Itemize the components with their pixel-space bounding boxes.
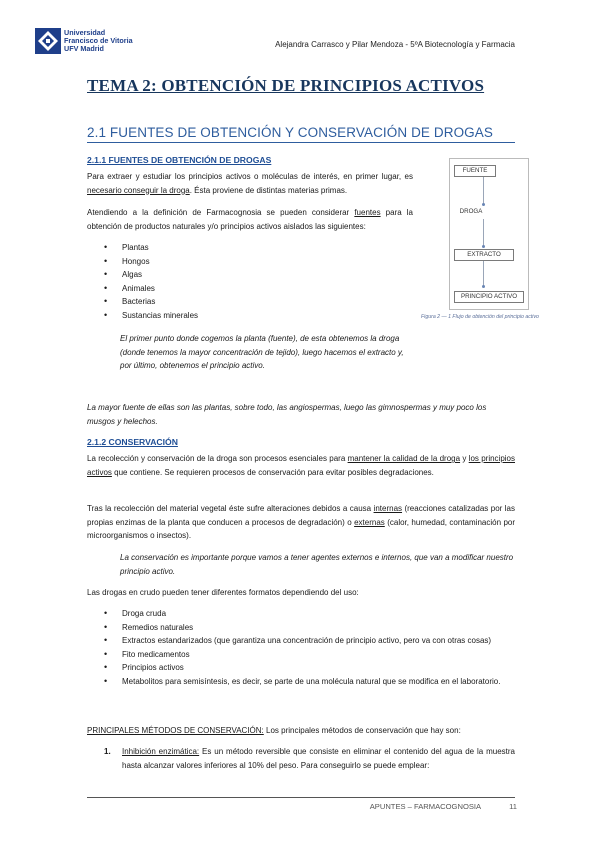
p2-underlined: fuentes	[354, 208, 381, 217]
formats-list	[87, 607, 515, 688]
subsection-heading-2-1-2: 2.1.2 CONSERVACIÓN	[87, 437, 178, 447]
method-text: Es un método reversible que consiste en eliminar el contenido del agua de la muestra hasta alcanzar valores inferiores al 10% del peso. Para conseguirlo se puede emplear:	[122, 747, 516, 770]
footer-divider	[87, 797, 515, 798]
p3-underlined-1: mantener la calidad de la droga	[347, 454, 461, 463]
p4-underlined-1: internas	[373, 504, 403, 513]
list-item: • Bacterias	[87, 295, 407, 309]
p3-text-a: La recolección y conservación de la droga son procesos esenciales para	[87, 454, 348, 463]
p3-text-b: y	[460, 454, 469, 463]
footer	[370, 802, 517, 811]
diagram-step-droga: DROGA	[454, 207, 488, 217]
paragraph-methods	[87, 724, 515, 738]
logo-text	[64, 29, 133, 53]
diagram-connector-dot	[482, 285, 485, 288]
p1-text-a: Para extraer y estudiar los principios activos o moléculas de interés, en primer lugar, es	[87, 172, 413, 181]
p4-text-b: (reacciones catalizadas por las propias enzimas de la planta que conducen a procesos de degradación) o	[87, 504, 515, 527]
list-item: • Algas	[87, 268, 407, 282]
paragraph-sources	[87, 206, 413, 233]
logo-emblem-icon	[35, 28, 61, 54]
p4-text-a: Tras la recolección del material vegetal éste sufre alteraciones debidos a causa	[87, 504, 374, 513]
logo-line-2: Francisco de Vitoria	[64, 36, 133, 45]
diagram-connector-dot	[482, 245, 485, 248]
paragraph-formats: Las drogas en crudo pueden tener diferentes formatos dependiendo del uso:	[87, 588, 359, 597]
method-item-1	[87, 745, 515, 772]
logo-line-3: UFV Madrid	[64, 44, 104, 53]
p4-underlined-2: externas	[354, 517, 385, 527]
paragraph-alterations	[87, 502, 515, 543]
p4-text-c: (calor, humedad, contaminación por microorganismos o insectos).	[87, 517, 516, 540]
subsection-heading-2-1-1: 2.1.1 FUENTES DE OBTENCIÓN DE DROGAS	[87, 155, 272, 165]
method-title: Inhibición enzimática:	[122, 747, 200, 756]
diagram-step-principio-activo: PRINCIPIO ACTIVO	[454, 291, 524, 303]
p2-text-a: Atendiendo a la definición de Farmacognosia se pueden considerar	[87, 208, 355, 217]
university-logo	[35, 28, 145, 58]
list-item: • Animales	[87, 282, 407, 296]
section-heading-2-1: 2.1 FUENTES DE OBTENCIÓN Y CONSERVACIÓN DE DROGAS	[87, 125, 493, 140]
diagram-connector	[483, 177, 484, 205]
list-item: • Principios activos	[87, 661, 515, 675]
paragraph-intro	[87, 170, 413, 197]
diagram-step-extracto: EXTRACTO	[454, 249, 514, 261]
methods-underlined: PRINCIPALES MÉTODOS DE CONSERVACIÓN:	[87, 726, 264, 735]
list-item: • Fito medicamentos	[87, 648, 515, 662]
diagram-step-fuente: FUENTE	[454, 165, 496, 177]
p1-text-b: . Ésta proviene de distintas materias primas.	[189, 185, 348, 195]
diagram-caption: Figura 2 — 1 Flujo de obtención del principio activo	[421, 314, 539, 320]
section-divider	[87, 142, 515, 143]
paragraph-conservation	[87, 452, 515, 479]
methods-text: Los principales métodos de conservación que hay son:	[263, 726, 461, 735]
p2-text-b: para la obtención de productos naturales y/o principios activos aislados las siguientes:	[87, 208, 414, 231]
list-item: • Plantas	[87, 241, 407, 255]
diagram-connector	[483, 261, 484, 287]
list-item: • Extractos estandarizados (que garantiza una concentración de principio activo, pero va con otras cosas)	[87, 634, 515, 648]
diagram-connector	[483, 219, 484, 247]
p3-underlined-2: los principios activos	[87, 454, 515, 477]
list-item: • Metabolitos para semisíntesis, es decir, se parte de una molécula natural que se modifica en el laboratorio.	[87, 675, 515, 689]
note-plants: La mayor fuente de ellas son las plantas, sobre todo, las angiospermas, luego las gimnospermas y muy poco los musgos y helechos.	[87, 403, 487, 426]
footer-label: APUNTES – FARMACOGNOSIA	[369, 802, 482, 811]
page-title: TEMA 2: OBTENCIÓN DE PRINCIPIOS ACTIVOS	[87, 76, 485, 95]
header-authors: Alejandra Carrasco y Pilar Mendoza - 5ºA Biotecnología y Farmacia	[275, 40, 515, 49]
method-number: 1.	[104, 747, 111, 756]
sources-list	[87, 241, 407, 322]
note-conservation: La conservación es importante porque vamos a tener agentes externos e internos, que van a modificar nuestro principio activo.	[120, 553, 514, 576]
diagram-connector-dot	[482, 203, 485, 206]
list-item: • Remedios naturales	[87, 621, 515, 635]
p3-text-c: que contiene. Se requieren procesos de conservación para evitar posibles degradaciones.	[111, 467, 434, 477]
list-item: • Hongos	[87, 255, 407, 269]
p1-underlined: necesario conseguir la droga	[87, 185, 190, 195]
method-body	[87, 745, 515, 772]
note-process: El primer punto donde cogemos la planta (fuente), de esta obtenemos la droga (donde tenemos la mayor concentración de tejido), luego hacemos el extracto y, por último, obtenemos el principio activo.	[120, 334, 404, 370]
logo-line-1: Universidad	[64, 28, 106, 37]
list-item: • Droga cruda	[87, 607, 515, 621]
flow-diagram	[449, 158, 529, 310]
list-item: • Sustancias minerales	[87, 309, 407, 323]
page-number: 11	[509, 802, 517, 811]
